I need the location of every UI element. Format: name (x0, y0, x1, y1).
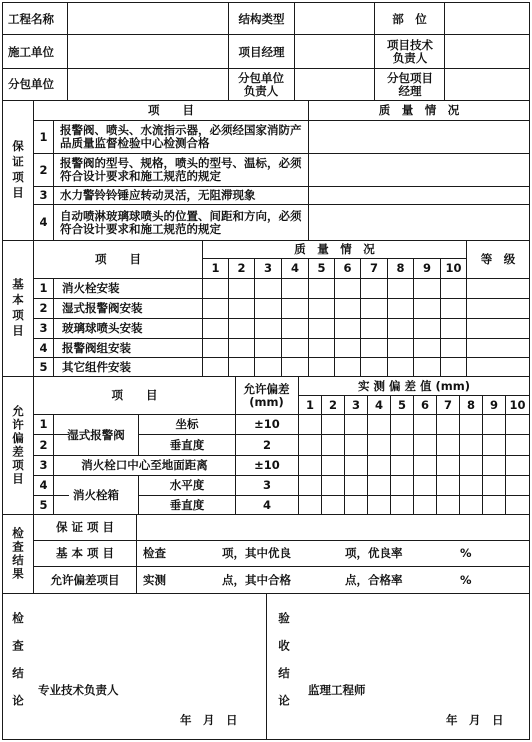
subcontractor-label: 分包单位 (8, 77, 54, 91)
basic-row-no: 5 (39, 359, 48, 374)
tolerance-row-sub: 坐标 (175, 417, 199, 431)
section-char: 验收结论 (277, 611, 291, 722)
basic-row-no: 3 (39, 321, 48, 335)
basic-row-text: 玻璃球喷头安装 (62, 321, 143, 335)
guarantee-item-header: 项 目 (148, 103, 194, 117)
tolerance-col-number: 1 (305, 397, 314, 412)
tolerance-measured-header: 实 测 偏 差 值 (mm) (358, 378, 470, 393)
tolerance-row-sub: 消火栓口中心至地面距离 (81, 458, 208, 472)
tolerance-col-number: 9 (489, 397, 498, 412)
result-basic-rate: 项，优良率 (345, 546, 403, 560)
guarantee-row-text: 自动喷淋玻璃球喷头的位置、间距和方向，必须符合设计要求和施工规范的规定 (60, 208, 302, 236)
tolerance-col-number: 2 (328, 397, 337, 412)
tolerance-col-number: 6 (420, 397, 429, 412)
tolerance-row-sub: 水平度 (169, 478, 205, 492)
section-char: 检查结果 (11, 527, 25, 581)
result-section-label (3, 515, 33, 593)
tolerance-col-number: 8 (466, 397, 475, 412)
check-conclusion-label (3, 594, 33, 739)
basic-col-number: 6 (343, 261, 352, 275)
section-char: 基本项目 (11, 277, 25, 340)
construction-unit-label: 施工单位 (8, 44, 54, 59)
project-tech-lead-label: 项目技术负责人 (387, 38, 433, 65)
basic-col-number: 8 (396, 261, 405, 275)
tolerance-col-number: 5 (397, 397, 406, 412)
result-basic-label: 基 本 项 目 (55, 546, 114, 560)
basic-col-number: 1 (211, 261, 220, 275)
basic-col-number: 5 (317, 261, 326, 275)
tolerance-row-no: 5 (39, 497, 48, 512)
accept-conclusion-label (268, 594, 300, 739)
rule (53, 278, 54, 377)
basic-col-number: 9 (422, 261, 431, 275)
guarantee-row-no: 2 (39, 162, 48, 177)
result-basic-mid: 项，其中优良 (222, 546, 291, 560)
result-allow-mid: 点，其中合格 (222, 572, 291, 587)
guarantee-row-text: 水力警铃铃锤应转动灵活，无阻滞现象 (60, 188, 256, 202)
tolerance-row-no: 2 (39, 437, 48, 452)
tolerance-row-sub: 垂直度 (169, 437, 205, 452)
tolerance-col-number: 4 (374, 397, 383, 412)
project-name-label: 工程名称 (8, 11, 54, 26)
tolerance-row-value: ±10 (254, 458, 280, 472)
tolerance-section-label (3, 377, 33, 514)
sub-unit-lead-label: 分包单位负责人 (238, 70, 284, 98)
tolerance-row-value: 3 (262, 478, 271, 492)
rule (308, 100, 309, 241)
result-allow-label: 允许偏差项目 (50, 572, 120, 587)
basic-section-label (3, 241, 33, 376)
basic-item-header: 项 目 (95, 252, 141, 266)
structure-type-label: 结构类型 (238, 11, 285, 26)
tolerance-col-number: 3 (351, 397, 360, 412)
rule (444, 2, 445, 101)
date-right: 年 月 日 (446, 712, 504, 727)
tolerance-allow-header: 允许偏差(mm) (243, 381, 290, 409)
guarantee-row-text: 报警阀、喷头、水流指示器，必须经国家消防产品质量监督检验中心检测合格 (60, 123, 302, 150)
tolerance-row-no: 3 (39, 458, 48, 472)
tolerance-row-value: 2 (262, 437, 271, 452)
tolerance-col-number: 10 (509, 397, 526, 412)
guarantee-row-no: 4 (39, 215, 48, 229)
tolerance-row-value: 4 (262, 497, 271, 512)
basic-row-no: 2 (39, 301, 48, 315)
basic-col-number: 2 (237, 261, 246, 275)
tolerance-row-no: 1 (39, 417, 48, 431)
result-allow-percent: % (460, 572, 472, 587)
basic-col-number: 4 (290, 261, 299, 275)
basic-col-number: 7 (369, 261, 378, 275)
date-left: 年 月 日 (180, 712, 238, 727)
department-label: 部 位 (392, 11, 427, 26)
supervisor-label: 监理工程师 (308, 682, 366, 697)
result-guarantee-label: 保 证 项 目 (55, 520, 114, 534)
guarantee-row-text: 报警阀的型号、规格，喷头的型号、温标，必须符合设计要求和施工规范的规定 (60, 156, 302, 183)
basic-col-number: 10 (445, 261, 462, 275)
tolerance-group-label: 湿式报警阀 (67, 427, 125, 442)
tolerance-item-header: 项 目 (111, 388, 158, 402)
section-char: 保证项目 (11, 139, 25, 202)
section-char: 检查结论 (11, 611, 25, 722)
rule (529, 2, 530, 740)
basic-row-no: 4 (39, 340, 48, 355)
result-basic-check: 检查 (143, 546, 166, 560)
rule (67, 2, 68, 101)
section-char: 允许偏差项目 (11, 405, 25, 486)
tolerance-col-number: 7 (443, 397, 452, 412)
guarantee-row-no: 1 (39, 129, 48, 144)
sub-project-manager-label: 分包项目经理 (387, 70, 433, 98)
rule (53, 120, 54, 241)
basic-row-no: 1 (39, 281, 48, 295)
tolerance-group-label: 消火栓箱 (73, 487, 119, 502)
guarantee-quality-header: 质 量 情 况 (378, 103, 460, 117)
guarantee-section-label (3, 101, 33, 240)
project-manager-label: 项目经理 (238, 44, 285, 59)
result-allow-rate: 点，合格率 (345, 572, 403, 587)
guarantee-row-no: 3 (39, 188, 48, 202)
result-basic-percent: % (460, 546, 472, 560)
basic-col-number: 3 (263, 261, 272, 275)
basic-row-text: 其它组件安装 (62, 359, 131, 374)
tolerance-row-value: ±10 (254, 417, 280, 431)
tolerance-row-sub: 垂直度 (169, 497, 205, 512)
basic-row-text: 消火栓安装 (62, 281, 120, 295)
tolerance-row-no: 4 (39, 478, 48, 492)
basic-grade-header: 等 级 (480, 252, 516, 266)
basic-row-text: 湿式报警阀安装 (62, 301, 143, 315)
result-allow-measure: 实测 (143, 572, 166, 587)
basic-quality-header: 质 量 情 况 (294, 242, 375, 256)
basic-row-text: 报警阀组安装 (62, 340, 131, 355)
rule (136, 514, 137, 594)
rule (294, 2, 295, 101)
tech-lead-label: 专业技术负责人 (38, 682, 119, 697)
